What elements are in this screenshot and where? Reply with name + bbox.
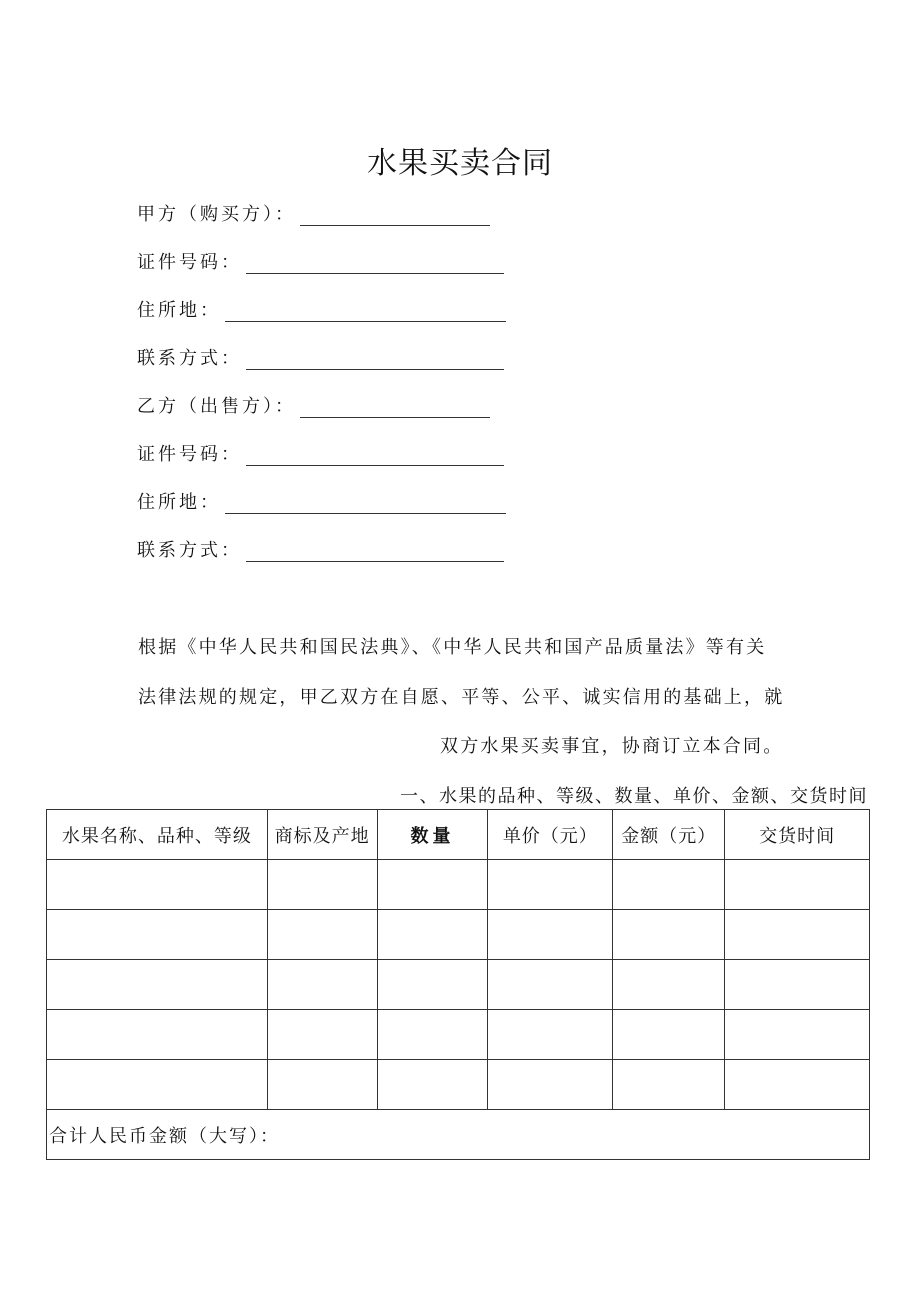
table-cell[interactable] xyxy=(725,1010,870,1060)
table-cell[interactable] xyxy=(377,860,488,910)
table-cell[interactable] xyxy=(613,860,725,910)
table-cell[interactable] xyxy=(267,1010,377,1060)
col-quantity: 数量 xyxy=(377,810,488,860)
party-b-id-label: 证件号码： xyxy=(137,444,242,465)
table-cell[interactable] xyxy=(488,1060,613,1110)
intro-line-3: 双方水果买卖事宜，协商订立本合同。 xyxy=(440,736,784,757)
table-cell[interactable] xyxy=(725,960,870,1010)
table-row xyxy=(47,1060,870,1110)
table-cell[interactable] xyxy=(488,860,613,910)
party-a-name-blank[interactable] xyxy=(300,203,490,226)
table-total-row xyxy=(47,1110,870,1160)
table-cell[interactable] xyxy=(488,1010,613,1060)
party-b-address-blank[interactable] xyxy=(225,491,506,514)
table-cell[interactable] xyxy=(488,910,613,960)
table-cell[interactable] xyxy=(377,910,488,960)
section-1-heading: 一、水果的品种、等级、数量、单价、金额、交货时间 xyxy=(400,786,868,807)
table-row xyxy=(47,910,870,960)
intro-line-2: 法律法规的规定，甲乙双方在自愿、平等、公平、诚实信用的基础上，就 xyxy=(138,687,785,708)
table-cell[interactable] xyxy=(377,1010,488,1060)
table-cell[interactable] xyxy=(267,1060,377,1110)
table-cell[interactable] xyxy=(47,860,268,910)
party-b-id-blank[interactable] xyxy=(246,443,504,466)
table-row xyxy=(47,1010,870,1060)
party-b-heading-field xyxy=(137,392,490,418)
party-b-contact-field xyxy=(137,536,504,562)
party-a-contact-label: 联系方式： xyxy=(137,348,242,369)
table-row xyxy=(47,860,870,910)
table-cell[interactable] xyxy=(267,960,377,1010)
table-cell[interactable] xyxy=(267,860,377,910)
party-a-address-label: 住所地： xyxy=(137,300,221,321)
table-cell[interactable] xyxy=(488,960,613,1010)
col-fruit-name: 水果名称、品种、等级 xyxy=(47,810,268,860)
table-cell[interactable] xyxy=(613,960,725,1010)
table-cell[interactable] xyxy=(613,910,725,960)
table-cell[interactable] xyxy=(267,910,377,960)
col-delivery-time: 交货时间 xyxy=(725,810,870,860)
party-a-contact-field xyxy=(137,344,504,370)
document-title: 水果买卖合同 xyxy=(367,146,553,181)
party-a-id-label: 证件号码： xyxy=(137,252,242,273)
table-cell[interactable] xyxy=(725,910,870,960)
table-cell[interactable] xyxy=(725,860,870,910)
col-unit-price: 单价（元） xyxy=(488,810,613,860)
party-a-id-field xyxy=(137,248,504,274)
table-cell[interactable] xyxy=(613,1010,725,1060)
party-b-id-field xyxy=(137,440,504,466)
table-cell[interactable] xyxy=(47,910,268,960)
table-cell[interactable] xyxy=(47,1010,268,1060)
party-b-address-field xyxy=(137,488,506,514)
party-b-name-blank[interactable] xyxy=(300,395,490,418)
table-cell[interactable] xyxy=(725,1060,870,1110)
party-a-address-field xyxy=(137,296,506,322)
table-cell[interactable] xyxy=(377,1060,488,1110)
intro-line-1: 根据《中华人民共和国民法典》、《中华人民共和国产品质量法》等有关 xyxy=(138,637,767,658)
party-a-contact-blank[interactable] xyxy=(246,347,504,370)
party-b-contact-blank[interactable] xyxy=(246,539,504,562)
table-row xyxy=(47,960,870,1010)
table-cell[interactable] xyxy=(613,1060,725,1110)
col-brand-origin: 商标及产地 xyxy=(267,810,377,860)
total-amount-cell[interactable]: 合计人民币金额（大写）： xyxy=(47,1110,870,1160)
party-b-address-label: 住所地： xyxy=(137,492,221,513)
party-a-heading-field xyxy=(137,200,490,226)
col-amount: 金额（元） xyxy=(613,810,725,860)
fruit-table xyxy=(46,809,870,1160)
table-cell[interactable] xyxy=(47,1060,268,1110)
party-a-heading: 甲方（购买方）： xyxy=(137,204,296,225)
party-a-id-blank[interactable] xyxy=(246,251,504,274)
table-cell[interactable] xyxy=(47,960,268,1010)
party-a-address-blank[interactable] xyxy=(225,299,506,322)
table-cell[interactable] xyxy=(377,960,488,1010)
party-b-contact-label: 联系方式： xyxy=(137,540,242,561)
table-header-row xyxy=(47,810,870,860)
party-b-heading: 乙方（出售方）： xyxy=(137,396,296,417)
